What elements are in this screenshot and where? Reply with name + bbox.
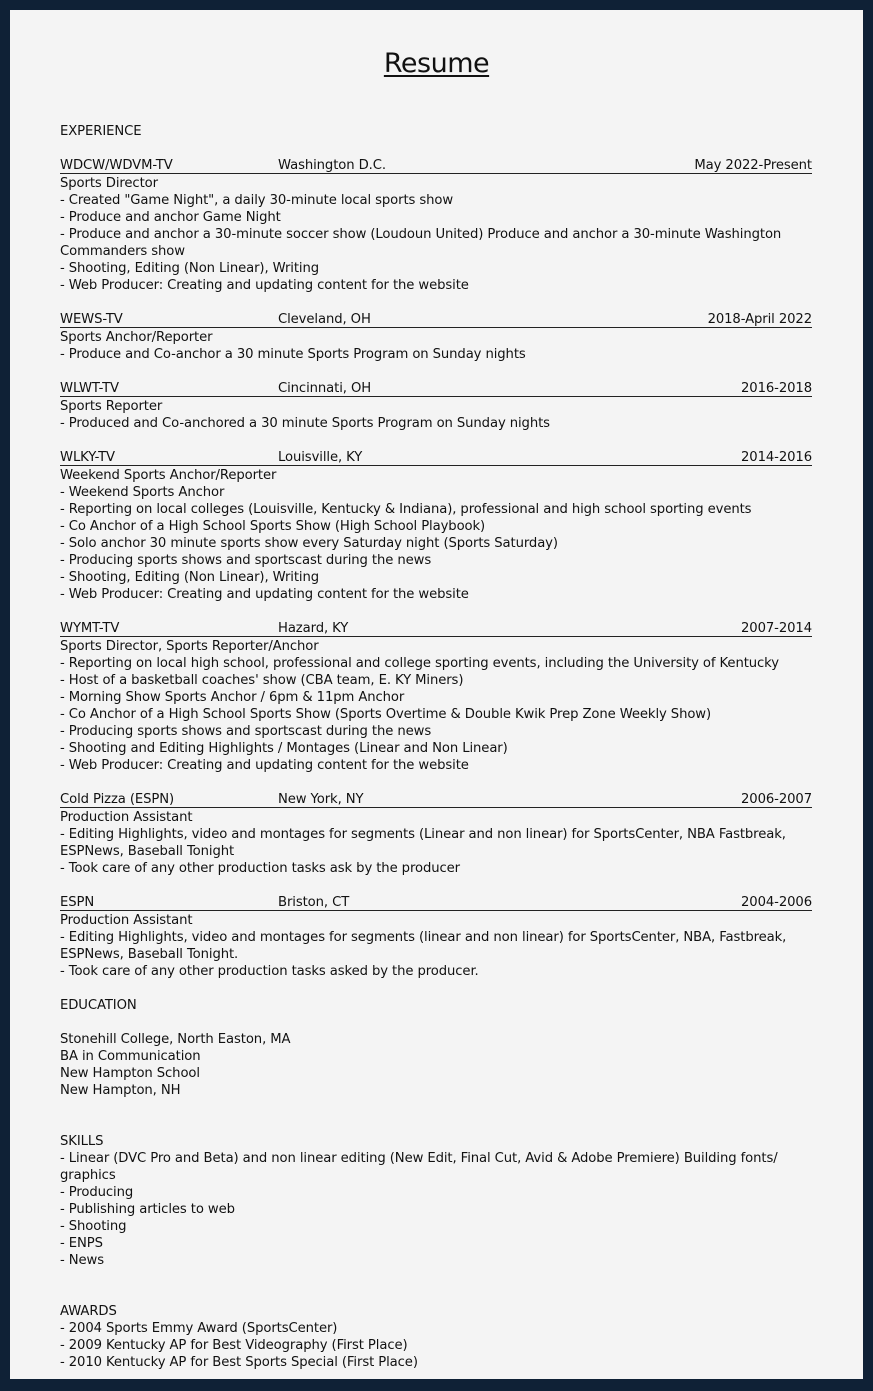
- education-line: New Hampton, NH: [60, 1083, 181, 1098]
- job-organization: WLWT-TV: [60, 381, 119, 396]
- job-bullet: - Reporting on local colleges (Louisville, Kentucky & Indiana), professional and high school sporting events: [60, 502, 752, 517]
- job-organization: WLKY-TV: [60, 450, 115, 465]
- job-dates: 2004-2006: [741, 895, 812, 910]
- job-bullet: - Shooting, Editing (Non Linear), Writing: [60, 570, 320, 585]
- job-header: [60, 791, 812, 808]
- job-entry: [60, 894, 812, 997]
- job-bullet: - Produced and Co-anchored a 30 minute Sports Program on Sunday nights: [60, 416, 550, 431]
- job-role: Sports Reporter: [60, 399, 163, 414]
- job-dates: May 2022-Present: [694, 158, 812, 173]
- job-dates: 2006-2007: [741, 792, 812, 807]
- job-bullet: - Shooting, Editing (Non Linear), Writing: [60, 261, 320, 276]
- job-bullet: - Co Anchor of a High School Sports Show (High School Playbook): [60, 519, 486, 534]
- education-line: BA in Communication: [60, 1049, 201, 1064]
- job-bullet: - Producing sports shows and sportscast during the news: [60, 724, 432, 739]
- job-bullet: - Web Producer: Creating and updating content for the website: [60, 758, 469, 773]
- skills-line: - ENPS: [60, 1236, 103, 1251]
- job-location: Louisville, KY: [278, 450, 363, 465]
- job-bullet: - Co Anchor of a High School Sports Show (Sports Overtime & Double Kwik Prep Zone Weekly Show): [60, 707, 712, 722]
- job-dates: 2016-2018: [741, 381, 812, 396]
- spacer: [60, 603, 812, 620]
- job-location: New York, NY: [278, 792, 364, 807]
- skills-line: - Shooting: [60, 1219, 127, 1234]
- awards-list: [60, 1320, 812, 1371]
- job-bullet: - Solo anchor 30 minute sports show every Saturday night (Sports Saturday): [60, 536, 558, 551]
- awards-line: - 2004 Sports Emmy Award (SportsCenter): [60, 1321, 338, 1336]
- job-organization: WYMT-TV: [60, 621, 120, 636]
- awards-line: - 2009 Kentucky AP for Best Videography (First Place): [60, 1338, 408, 1353]
- education-list: [60, 1031, 812, 1099]
- spacer: [60, 774, 812, 791]
- skills-heading: SKILLS: [60, 1134, 104, 1149]
- job-role: Production Assistant: [60, 913, 193, 928]
- awards-heading: AWARDS: [60, 1304, 117, 1319]
- job-entry: [60, 311, 812, 380]
- job-dates: 2018-April 2022: [707, 312, 812, 327]
- job-bullet: - Producing sports shows and sportscast during the news: [60, 553, 432, 568]
- job-entry: [60, 791, 812, 894]
- job-role: Sports Anchor/Reporter: [60, 330, 213, 345]
- job-organization: Cold Pizza (ESPN): [60, 792, 175, 807]
- job-header: [60, 380, 812, 397]
- job-organization: WEWS-TV: [60, 312, 123, 327]
- job-header: [60, 449, 812, 466]
- education-heading: EDUCATION: [60, 998, 137, 1013]
- job-location: Washington D.C.: [278, 158, 386, 173]
- job-bullet: - Editing Highlights, video and montages for segments (Linear and non linear) for SportsCenter, NBA Fastbreak, ESPNews, Baseball Tonight: [60, 827, 786, 859]
- job-role: Sports Director: [60, 176, 158, 191]
- job-organization: WDCW/WDVM-TV: [60, 158, 173, 173]
- experience-list: [60, 157, 812, 997]
- job-bullet: - Shooting and Editing Highlights / Montages (Linear and Non Linear): [60, 741, 508, 756]
- job-role: Production Assistant: [60, 810, 193, 825]
- job-bullet: - Web Producer: Creating and updating content for the website: [60, 587, 469, 602]
- job-header: [60, 157, 812, 174]
- job-bullet: - Weekend Sports Anchor: [60, 485, 225, 500]
- job-location: Cincinnati, OH: [278, 381, 372, 396]
- job-bullet: - Took care of any other production tasks ask by the producer: [60, 861, 460, 876]
- job-role: Sports Director, Sports Reporter/Anchor: [60, 639, 319, 654]
- job-location: Hazard, KY: [278, 621, 349, 636]
- job-location: Cleveland, OH: [278, 312, 371, 327]
- spacer: [60, 980, 812, 997]
- spacer: [60, 363, 812, 380]
- job-entry: [60, 620, 812, 791]
- resume-content: [60, 123, 812, 1371]
- education-line: Stonehill College, North Easton, MA: [60, 1032, 291, 1047]
- job-bullet: - Editing Highlights, video and montages for segments (linear and non linear) for SportsCenter, NBA, Fastbreak, ESPNews, Baseball Tonight.: [60, 930, 787, 962]
- spacer: [60, 294, 812, 311]
- job-entry: [60, 449, 812, 620]
- resume-page: [10, 10, 863, 1379]
- job-location: Briston, CT: [278, 895, 350, 910]
- skills-line: - Publishing articles to web: [60, 1202, 235, 1217]
- job-header: [60, 620, 812, 637]
- job-bullet: - Produce and anchor Game Night: [60, 210, 281, 225]
- skills-line: - News: [60, 1253, 104, 1268]
- skills-list: [60, 1150, 812, 1269]
- job-entry: [60, 157, 812, 311]
- awards-line: - 2010 Kentucky AP for Best Sports Special (First Place): [60, 1355, 418, 1370]
- job-bullet: - Took care of any other production tasks asked by the producer.: [60, 964, 479, 979]
- spacer: [60, 877, 812, 894]
- job-bullet: - Host of a basketball coaches' show (CBA team, E. KY Miners): [60, 673, 464, 688]
- job-entry: [60, 380, 812, 449]
- job-bullet: - Produce and anchor a 30-minute soccer show (Loudoun United) Produce and anchor a 30-minute Washington Commanders show: [60, 227, 782, 259]
- spacer: [60, 432, 812, 449]
- skills-line: - Linear (DVC Pro and Beta) and non linear editing (New Edit, Final Cut, Avid & Adobe Premiere) Building fonts/ graphics: [60, 1151, 778, 1183]
- job-dates: 2014-2016: [741, 450, 812, 465]
- job-bullet: - Created "Game Night", a daily 30-minute local sports show: [60, 193, 454, 208]
- job-role: Weekend Sports Anchor/Reporter: [60, 468, 277, 483]
- page-title: Resume: [383, 48, 490, 79]
- job-organization: ESPN: [60, 895, 95, 910]
- job-bullet: - Morning Show Sports Anchor / 6pm & 11pm Anchor: [60, 690, 405, 705]
- experience-heading: EXPERIENCE: [60, 124, 142, 139]
- job-header: [60, 894, 812, 911]
- skills-line: - Producing: [60, 1185, 134, 1200]
- job-bullet: - Reporting on local high school, professional and college sporting events, including the University of Kentucky: [60, 656, 779, 671]
- job-dates: 2007-2014: [741, 621, 812, 636]
- education-line: New Hampton School: [60, 1066, 200, 1081]
- job-bullet: - Produce and Co-anchor a 30 minute Sports Program on Sunday nights: [60, 347, 526, 362]
- job-bullet: - Web Producer: Creating and updating content for the website: [60, 278, 469, 293]
- job-header: [60, 311, 812, 328]
